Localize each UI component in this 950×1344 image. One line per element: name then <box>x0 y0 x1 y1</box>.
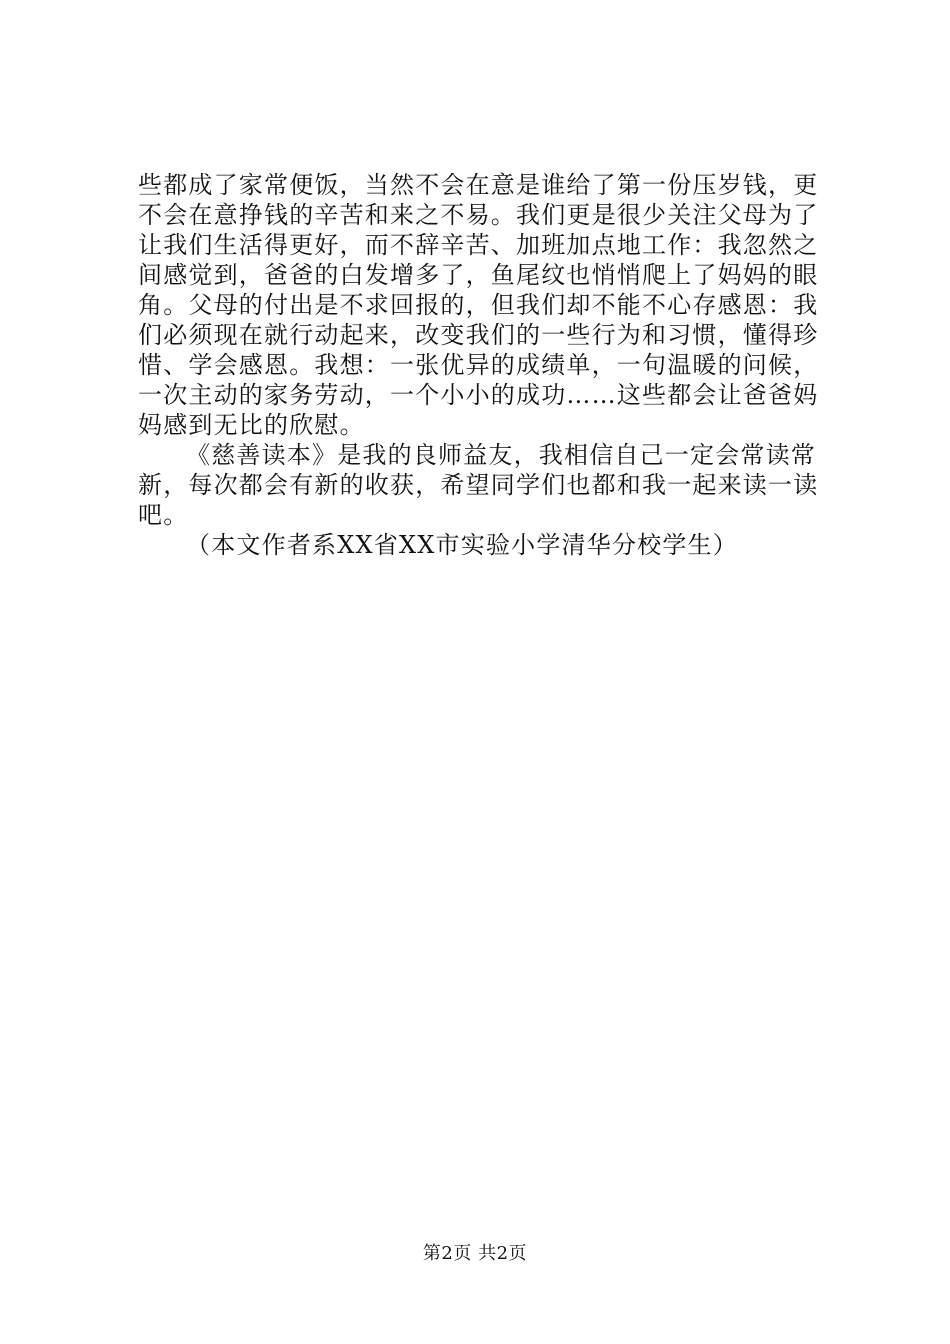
text-line: 角。父母的付出是不求回报的，但我们却不能不心存感恩：我 <box>138 291 819 319</box>
text-line: 一次主动的家务劳动，一个小小的成功……这些都会让爸爸妈 <box>138 381 819 409</box>
text-line: 间感觉到，爸爸的白发增多了，鱼尾纹也悄悄爬上了妈妈的眼 <box>138 261 819 289</box>
text-line: 们必须现在就行动起来，改变我们的一些行为和习惯，懂得珍 <box>138 321 819 349</box>
text-line: 新，每次都会有新的收获，希望同学们也都和我一起来读一读 <box>138 471 819 499</box>
paragraph-first-line: 《慈善读本》是我的良师益友，我相信自己一定会常读常 <box>186 441 816 469</box>
text-line: 惜、学会感恩。我想：一张优异的成绩单，一句温暖的问候， <box>138 351 819 379</box>
text-line: 吧。 <box>138 501 189 529</box>
page-number-footer: 第2页 共2页 <box>422 1243 528 1264</box>
text-line: 让我们生活得更好，而不辞辛苦、加班加点地工作：我忽然之 <box>138 231 819 259</box>
text-line: 妈感到无比的欣慰。 <box>138 411 365 439</box>
body-text <box>138 170 838 560</box>
text-line: 些都成了家常便饭，当然不会在意是谁给了第一份压岁钱，更 <box>138 171 819 199</box>
author-note: （本文作者系XX省XX市实验小学清华分校学生） <box>186 531 738 559</box>
text-line: 不会在意挣钱的辛苦和来之不易。我们更是很少关注父母为了 <box>138 201 819 229</box>
